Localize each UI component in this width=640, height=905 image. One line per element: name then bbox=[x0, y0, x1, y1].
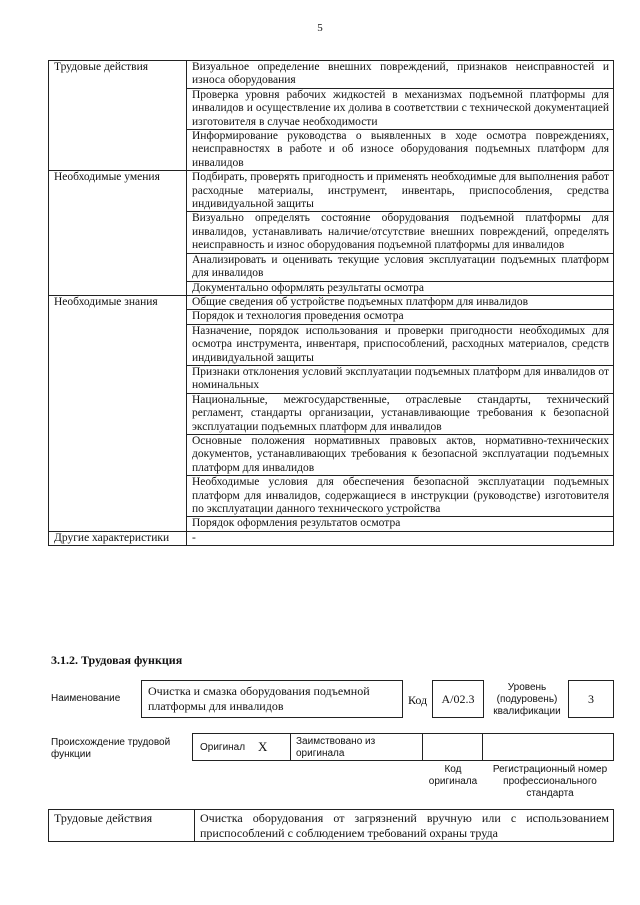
row-item: - bbox=[187, 531, 614, 545]
row-item: Информирование руководства о выявленных в ходе осмотра повреждениях, неисправностях в работе и об износе оборудования подъемных платформ для инвалидов bbox=[187, 130, 614, 171]
level-value: 3 bbox=[588, 692, 594, 706]
original-mark: X bbox=[258, 739, 268, 754]
row-item: Проверка уровня рабочих жидкостей в механизмах подъемной платформы для инвалидов и осуществление их долива в соответствии с технической документацией изготовителя в случае необходимости bbox=[187, 88, 614, 129]
row-item: Порядок и технология проведения осмотра bbox=[187, 310, 614, 324]
table-row bbox=[49, 295, 614, 309]
row-label: Другие характеристики bbox=[49, 531, 187, 545]
row-label: Трудовые действия bbox=[49, 61, 187, 171]
row-label: Трудовые действия bbox=[49, 810, 195, 842]
row-item: Общие сведения об устройстве подъемных платформ для инвалидов bbox=[187, 295, 614, 309]
row-item: Порядок оформления результатов осмотра bbox=[187, 517, 614, 531]
row-item: Назначение, порядок использования и проверки пригодности необходимых для осмотра инструмента, инвентаря, приспособлений, расходных материалов, средств индивидуальной защиты bbox=[187, 324, 614, 365]
table-row bbox=[49, 810, 614, 842]
name-label: Наименование bbox=[51, 693, 121, 704]
row-item: Основные положения нормативных правовых актов, нормативно-технических документов, устанавливающих требования к безопасной эксплуатации подъемных платформ для инвалидов bbox=[187, 434, 614, 475]
level-label: Уровень (подуровень) квалификации bbox=[493, 682, 561, 717]
row-text: Очистка оборудования от загрязнений вручную или с использованием приспособлений с соблюдением требований охраны труда bbox=[195, 810, 614, 842]
code-label: Код bbox=[408, 693, 428, 707]
code-original-label: Код оригинала bbox=[428, 764, 478, 787]
row-item: Документально оформлять результаты осмотра bbox=[187, 281, 614, 295]
row-item: Визуально определять состояние оборудования подъемной платформы для инвалидов, устанавливать наличие/отсутствие внешних повреждений, определять неисправность и износ оборудования подъемной платформы для инвалидов bbox=[187, 212, 614, 253]
row-label: Необходимые знания bbox=[49, 295, 187, 531]
page-number: 5 bbox=[317, 22, 323, 34]
competency-table bbox=[48, 60, 614, 546]
name-value-box bbox=[141, 680, 403, 718]
borrowed-label: Заимствовано из оригинала bbox=[296, 736, 376, 759]
level-value-box bbox=[568, 680, 614, 718]
code-value-box bbox=[432, 680, 484, 718]
labor-actions-table bbox=[48, 809, 614, 842]
name-value: Очистка и смазка оборудования подъемной платформы для инвалидов bbox=[148, 684, 370, 713]
reg-number-label: Регистрационный номер профессионального стандарта bbox=[492, 764, 608, 799]
row-item: Визуальное определение внешних повреждений, признаков неисправностей и износа оборудования bbox=[187, 61, 614, 89]
table-row bbox=[49, 171, 614, 212]
row-label: Необходимые умения bbox=[49, 171, 187, 296]
code-value: A/02.3 bbox=[441, 692, 475, 706]
row-item: Национальные, межгосударственные, отраслевые стандарты, технический регламент, стандарты организации, устанавливающие требования к безопасной эксплуатации подъемных платформ для инвалидов bbox=[187, 393, 614, 434]
row-item: Подбирать, проверять пригодность и применять необходимые для выполнения работ расходные материалы, инструмент, инвентарь, приспособления, средства индивидуальной защиты bbox=[187, 171, 614, 212]
table-row bbox=[49, 531, 614, 545]
row-item: Признаки отклонения условий эксплуатации подъемных платформ для инвалидов от номинальных bbox=[187, 365, 614, 393]
row-item: Необходимые условия для обеспечения безопасной эксплуатации подъемных платформ для инвалидов, содержащиеся в инструкции (руководстве) изготовителя по эксплуатации данного технического устройства bbox=[187, 476, 614, 517]
original-label: Оригинал bbox=[200, 742, 246, 753]
row-item: Анализировать и оценивать текущие условия эксплуатации подъемных платформ для инвалидов bbox=[187, 253, 614, 281]
section-title: 3.1.2. Трудовая функция bbox=[51, 653, 183, 667]
origin-label: Происхождение трудовой функции bbox=[51, 737, 171, 760]
table-row bbox=[49, 61, 614, 89]
